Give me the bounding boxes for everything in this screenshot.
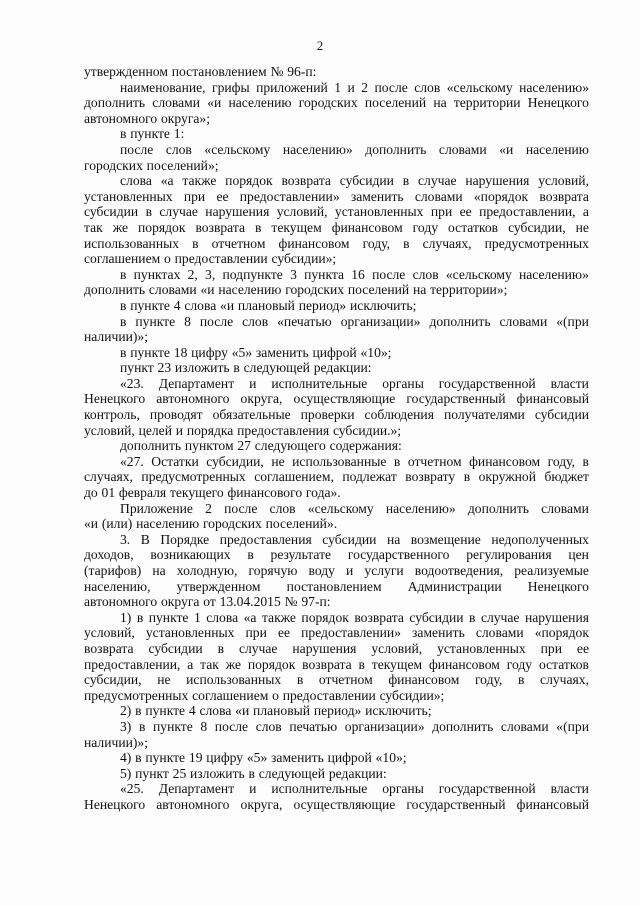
text-line: «и (или) населению городских поселений». <box>84 516 338 532</box>
text-line: «25. Департамент и исполнительные органы государственной власти <box>120 781 589 797</box>
text-line: 5) пункт 25 изложить в следующей редакции: <box>120 765 387 781</box>
text-line: контроль, проводят обязательные проверки соблюдения получателями субсидии <box>84 407 589 423</box>
text-line: использованных в отчетном финансовом году, в случаях, предусмотренных <box>84 235 589 251</box>
text-line: автономного округа от 13.04.2015 № 97-п: <box>84 594 331 610</box>
text-line: 4) в пункте 19 цифру «5» заменить цифрой «10»; <box>120 750 407 766</box>
text-line: автономного округа»; <box>84 110 210 126</box>
text-line: доходов, возникающих в результате государственного регулирования цен <box>84 547 589 563</box>
document-body <box>84 64 589 813</box>
text-line: наличии)»; <box>84 734 148 750</box>
text-line: случаях, предусмотренных соглашением, подлежат возврату в окружной бюджет <box>84 469 589 485</box>
text-line: субсидии, не использованных в отчетном финансовом году, в случаях, <box>84 672 589 688</box>
text-line: предусмотренных соглашением о предоставлении субсидии»; <box>84 687 445 703</box>
page-number: 2 <box>316 38 324 53</box>
text-line: «27. Остатки субсидии, не использованные в отчетном финансовом году, в <box>120 453 589 469</box>
text-line: Ненецкого автономного округа, осуществляющие государственный финансовый <box>84 796 589 812</box>
text-line: наименование, грифы приложений 1 и 2 после слов «сельскому населению» <box>120 79 589 95</box>
text-line: пункт 23 изложить в следующей редакции: <box>120 360 372 376</box>
text-line: наличии)»; <box>84 329 148 345</box>
text-line: так же порядок возврата в текущем финансовом году остатков субсидии, не <box>84 219 589 235</box>
text-line: (тарифов) на холодную, горячую воду и услуги водоотведения, реализуемые <box>84 563 589 578</box>
text-line: утвержденном постановлением № 96-п: <box>84 64 317 79</box>
text-line: 2) в пункте 4 слова «и плановый период» исключить; <box>120 703 432 719</box>
text-line: возврата субсидии в случае нарушения условий, установленных при ее <box>84 640 589 656</box>
text-line: до 01 февраля текущего финансового года». <box>84 485 341 501</box>
text-line: соглашением о предоставлении субсидии»; <box>84 251 337 267</box>
text-line: дополнить словами «и населению городских поселений на территории»; <box>84 282 508 298</box>
text-line: в пункте 8 после слов «печатью организации» дополнить словами «(при <box>120 313 589 329</box>
text-line: условий, целей и порядка предоставления субсидии.»; <box>84 422 402 438</box>
text-line: городских поселений»; <box>84 157 219 173</box>
text-line: в пункте 18 цифру «5» заменить цифрой «10»; <box>120 344 392 360</box>
text-line: 3) в пункте 8 после слов печатью организации» дополнить словами «(при <box>120 718 589 734</box>
text-line: в пункте 1: <box>120 126 185 142</box>
text-line: Приложение 2 после слов «сельскому населению» дополнить словами <box>120 500 589 516</box>
text-line: в пункте 4 слова «и плановый период» исключить; <box>120 297 417 313</box>
text-line: в пунктах 2, 3, подпункте 3 пункта 16 после слов «сельскому населению» <box>120 266 589 282</box>
text-line: «23. Департамент и исполнительные органы государственной власти <box>120 375 589 391</box>
text-line: дополнить словами «и населению городских поселений на территории Ненецкого <box>84 95 589 111</box>
text-line: дополнить пунктом 27 следующего содержания: <box>120 438 402 454</box>
text-line: слова «а также порядок возврата субсидии в случае нарушения условий, <box>120 173 589 189</box>
text-line: предоставлении, а так же порядок возврата в текущем финансовом году остатков <box>84 656 589 672</box>
text-line: условий, установленных при ее предоставлении» заменить словами «порядок <box>84 625 589 641</box>
text-line: населению, утвержденном постановлением Администрации Ненецкого <box>84 578 589 594</box>
text-line: 3. В Порядке предоставления субсидии на возмещение недополученных <box>120 531 589 547</box>
text-line: Ненецкого автономного округа, осуществляющие государственный финансовый <box>84 391 589 407</box>
text-line: после слов «сельскому населению» дополнить словами «и населению <box>120 141 589 157</box>
text-line: субсидии в случае нарушения условий, установленных при ее предоставлении, а <box>84 204 589 220</box>
text-line: 1) в пункте 1 слова «а также порядок возврата субсидии в случае нарушения <box>120 609 589 625</box>
text-line: установленных при ее предоставлении» заменить словами «порядок возврата <box>84 188 589 204</box>
